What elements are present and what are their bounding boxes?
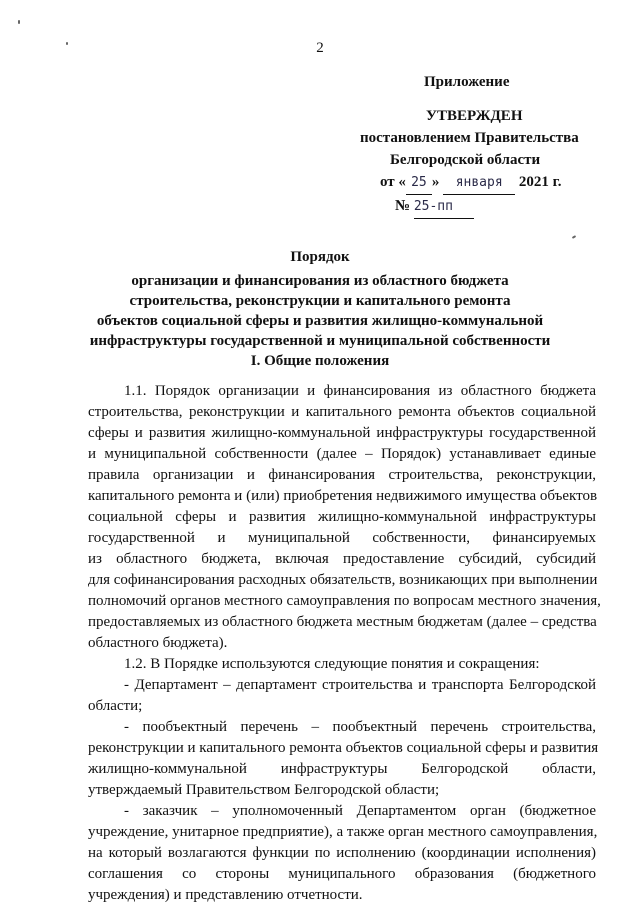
- list-item-line: учреждения) и представлению отчетности.: [88, 887, 363, 903]
- list-item-line: - пообъектный перечень – пообъектный перечень строительства,: [124, 719, 596, 735]
- title-line: инфраструктуры государственной и муниципальной собственности: [89, 333, 551, 349]
- body-text: [88, 381, 601, 906]
- paragraph-line: 1.1. Порядок организации и финансирования из областного бюджета: [124, 383, 596, 399]
- title-line: строительства, реконструкции и капитального ремонта: [129, 293, 511, 309]
- date-line: [340, 171, 620, 195]
- list-item-line: реконструкции и капитального ремонта объектов социальной сферы и развития: [88, 740, 599, 756]
- paragraph-line: предоставляемых из областного бюджета местным бюджетам (далее – средства: [88, 614, 597, 630]
- document-title: [0, 247, 640, 351]
- paragraph-line: правила организации и финансирования строительства, реконструкции,: [88, 467, 596, 483]
- title-line: объектов социальной сферы и развития жилищно-коммунальной: [96, 313, 544, 329]
- section-heading: I. Общие положения: [250, 353, 390, 369]
- list-item-line: учреждение, унитарное предприятие), а также орган местного самоуправления,: [88, 824, 598, 840]
- decree-number: 25-пп: [414, 196, 474, 219]
- date-prefix: от «: [380, 174, 406, 190]
- paragraph-line: сферы и развития жилищно-коммунальной инфраструктуры государственной: [88, 425, 596, 441]
- date-year: 2021 г.: [518, 174, 562, 190]
- scan-speck-left: [18, 20, 20, 24]
- title-line: организации и финансирования из областного бюджета: [131, 273, 509, 289]
- list-item-line: утверждаемый Правительством Белгородской области;: [88, 782, 440, 798]
- number-sign: №: [395, 198, 411, 214]
- scan-speck-right: [572, 235, 576, 239]
- decree-line: постановлением Правительства: [360, 130, 579, 146]
- paragraph-line: государственной и муниципальной собственности, финансируемых: [88, 530, 596, 546]
- paragraph-line: для софинансирования расходных обязательств, возникающих при выполнении: [88, 572, 598, 588]
- approved-label: УТВЕРЖДЕН: [426, 108, 523, 124]
- paragraph-line: 1.2. В Порядке используются следующие понятия и сокращения:: [124, 656, 540, 672]
- paragraph-line: строительства, реконструкции и капитального ремонта объектов социальной: [88, 404, 596, 420]
- appendix-label: Приложение: [424, 74, 510, 90]
- list-item-line: жилищно-коммунальной инфраструктуры Белгородской области,: [88, 761, 596, 777]
- paragraph-line: областного бюджета).: [88, 635, 228, 651]
- paragraph-line: полномочий органов местного самоуправления по вопросам местного значения,: [88, 593, 601, 609]
- paragraph-line: социальной сферы и развития жилищно-коммунальной инфраструктуры: [88, 509, 596, 525]
- region-line: Белгородской области: [390, 152, 541, 168]
- number-line: [340, 195, 620, 219]
- paragraph-line: и муниципальной собственности (далее – Порядок) устанавливает единые: [88, 446, 596, 462]
- date-quote-close: »: [431, 174, 440, 190]
- list-item-line: - Департамент – департамент строительства и транспорта Белгородской: [124, 677, 596, 693]
- page-number: 2: [316, 40, 324, 56]
- list-item-line: области;: [88, 698, 143, 714]
- approval-block: [340, 71, 620, 219]
- paragraph-line: капитального ремонта и (или) приобретения недвижимого имущества объектов: [88, 488, 598, 504]
- date-month: января: [443, 172, 515, 195]
- title-line: Порядок: [290, 249, 350, 265]
- date-day: 25: [406, 172, 432, 195]
- paragraph-line: из областного бюджета, включая предоставление субсидий, субсидий: [88, 551, 596, 567]
- list-item-line: соглашения со стороны муниципального образования (бюджетного: [88, 866, 596, 882]
- list-item-line: на который возлагаются функции по исполнению (координации исполнения): [88, 845, 596, 861]
- list-item-line: - заказчик – уполномоченный Департаментом орган (бюджетное: [124, 803, 596, 819]
